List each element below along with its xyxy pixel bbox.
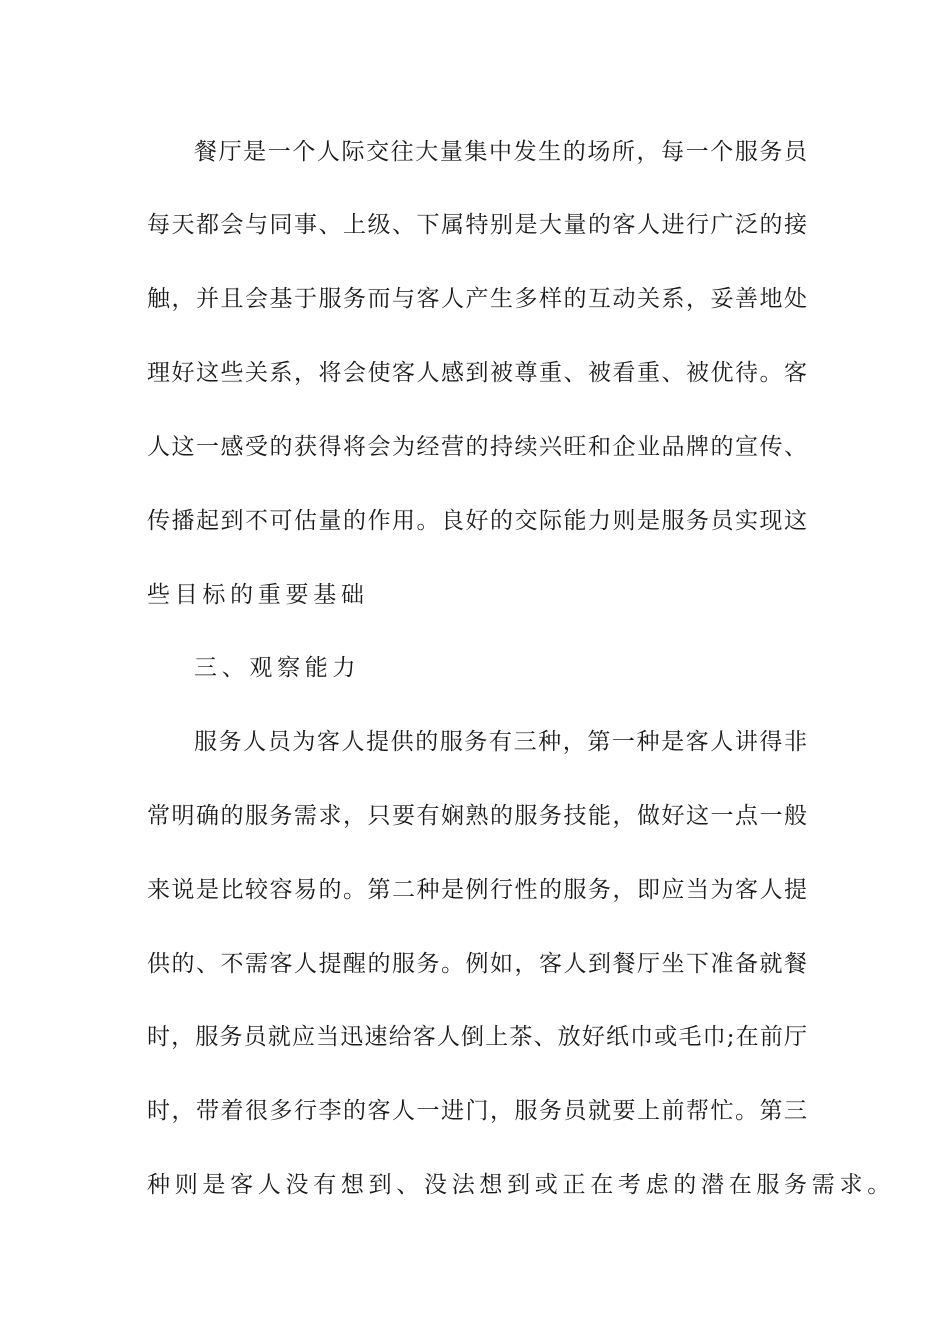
paragraph-3-line-3: 来说是比较容易的。第二种是例行性的服务，即应当为客人提 <box>147 877 807 903</box>
paragraph-1-line-1: 餐厅是一个人际交往大量集中发生的场所，每一个服务员 <box>194 139 807 165</box>
paragraph-1-line-6: 传播起到不可估量的作用。良好的交际能力则是服务员实现这 <box>147 508 807 534</box>
paragraph-3-line-1: 服务人员为客人提供的服务有三种，第一种是客人讲得非 <box>194 729 807 755</box>
paragraph-3-line-6: 时，带着很多行李的客人一进门，服务员就要上前帮忙。第三 <box>147 1098 807 1124</box>
paragraph-3-line-4: 供的、不需客人提醒的服务。例如，客人到餐厅坐下准备就餐 <box>147 951 807 977</box>
paragraph-3-line-2: 常明确的服务需求，只要有娴熟的服务技能，做好这一点一般 <box>147 803 807 829</box>
paragraph-1-line-5: 人这一感受的获得将会为经营的持续兴旺和企业品牌的宣传、 <box>147 434 807 460</box>
paragraph-3-line-7: 种则是客人没有想到、没法想到或正在考虑的潜在服务需求。 <box>147 1172 895 1198</box>
paragraph-3-line-5: 时，服务员就应当迅速给客人倒上茶、放好纸巾或毛巾;在前厅 <box>147 1024 807 1050</box>
paragraph-1-line-7: 些目标的重要基础 <box>147 582 369 608</box>
section-heading: 三、观察能力 <box>194 655 361 681</box>
paragraph-1-line-2: 每天都会与同事、上级、下属特别是大量的客人进行广泛的接 <box>147 212 807 238</box>
paragraph-1-line-3: 触，并且会基于服务而与客人产生多样的互动关系，妥善地处 <box>147 286 807 312</box>
paragraph-1-line-4: 理好这些关系，将会使客人感到被尊重、被看重、被优待。客 <box>147 360 807 386</box>
